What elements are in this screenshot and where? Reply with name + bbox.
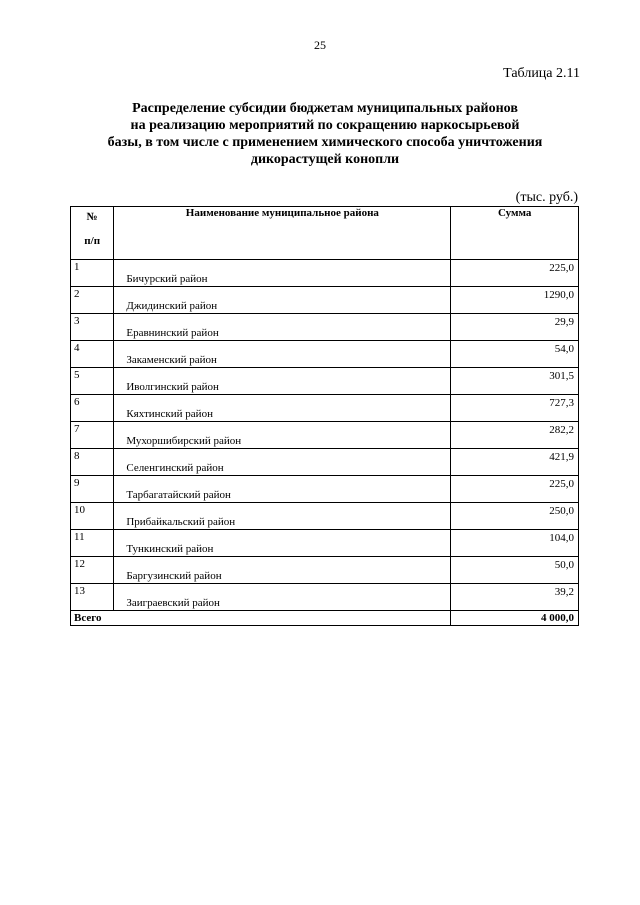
subsidy-amount: 54,0 bbox=[451, 341, 579, 368]
district-name: Кяхтинский район bbox=[114, 395, 451, 422]
page-number: 25 bbox=[314, 38, 326, 52]
subsidy-amount: 727,3 bbox=[451, 395, 579, 422]
total-sum: 4 000,0 bbox=[451, 611, 579, 626]
total-label: Всего bbox=[71, 611, 451, 626]
table-row bbox=[71, 341, 579, 368]
row-number: 3 bbox=[71, 314, 114, 341]
row-number: 11 bbox=[71, 530, 114, 557]
table-row bbox=[71, 287, 579, 314]
table-row bbox=[71, 449, 579, 476]
header-sum: Сумма bbox=[451, 207, 579, 260]
district-name: Заиграевский район bbox=[114, 584, 451, 611]
table-caption: Таблица 2.11 bbox=[503, 66, 580, 81]
row-number: 12 bbox=[71, 557, 114, 584]
subsidy-amount: 225,0 bbox=[451, 260, 579, 287]
table-row bbox=[71, 260, 579, 287]
table-row bbox=[71, 422, 579, 449]
table-row bbox=[71, 530, 579, 557]
district-name: Прибайкальский район bbox=[114, 503, 451, 530]
subsidy-amount: 250,0 bbox=[451, 503, 579, 530]
district-name: Тункинский район bbox=[114, 530, 451, 557]
row-number: 5 bbox=[71, 368, 114, 395]
district-name: Иволгинский район bbox=[114, 368, 451, 395]
subsidy-amount: 421,9 bbox=[451, 449, 579, 476]
title-line: Распределение субсидии бюджетам муниципальных районов bbox=[132, 101, 518, 116]
table-row bbox=[71, 503, 579, 530]
title-line: дикорастущей конопли bbox=[250, 152, 400, 167]
district-name: Еравнинский район bbox=[114, 314, 451, 341]
district-name: Мухоршибирский район bbox=[114, 422, 451, 449]
subsidy-amount: 104,0 bbox=[451, 530, 579, 557]
header-row bbox=[71, 207, 579, 260]
units-label: (тыс. руб.) bbox=[515, 190, 578, 205]
row-number: 2 bbox=[71, 287, 114, 314]
subsidy-table bbox=[70, 206, 579, 626]
row-number: 6 bbox=[71, 395, 114, 422]
document-title bbox=[70, 100, 580, 168]
district-name: Бичурский район bbox=[114, 260, 451, 287]
subsidy-amount: 301,5 bbox=[451, 368, 579, 395]
subsidy-amount: 39,2 bbox=[451, 584, 579, 611]
header-number bbox=[71, 207, 114, 260]
subsidy-amount: 225,0 bbox=[451, 476, 579, 503]
subsidy-amount: 50,0 bbox=[451, 557, 579, 584]
district-name: Селенгинский район bbox=[114, 449, 451, 476]
title-line: на реализацию мероприятий по сокращению наркосырьевой bbox=[130, 118, 520, 133]
table-row bbox=[71, 314, 579, 341]
table-row bbox=[71, 368, 579, 395]
district-name: Закаменский район bbox=[114, 341, 451, 368]
table-row bbox=[71, 584, 579, 611]
row-number: 13 bbox=[71, 584, 114, 611]
row-number: 4 bbox=[71, 341, 114, 368]
table-row bbox=[71, 476, 579, 503]
district-name: Джидинский район bbox=[114, 287, 451, 314]
header-district-name: Наименование муниципальное района bbox=[114, 207, 451, 260]
table-body bbox=[71, 260, 579, 611]
district-name: Тарбагатайский район bbox=[114, 476, 451, 503]
table-row bbox=[71, 557, 579, 584]
row-number: 1 bbox=[71, 260, 114, 287]
subsidy-amount: 282,2 bbox=[451, 422, 579, 449]
header-number-abbr: п/п bbox=[84, 235, 101, 247]
row-number: 7 bbox=[71, 422, 114, 449]
title-line: базы, в том числе с применением химического способа уничтожения bbox=[107, 135, 543, 150]
district-name: Баргузинский район bbox=[114, 557, 451, 584]
header-number-symbol: № bbox=[86, 211, 98, 223]
total-row bbox=[71, 611, 579, 626]
row-number: 10 bbox=[71, 503, 114, 530]
table-row bbox=[71, 395, 579, 422]
subsidy-amount: 29,9 bbox=[451, 314, 579, 341]
row-number: 9 bbox=[71, 476, 114, 503]
row-number: 8 bbox=[71, 449, 114, 476]
subsidy-amount: 1290,0 bbox=[451, 287, 579, 314]
